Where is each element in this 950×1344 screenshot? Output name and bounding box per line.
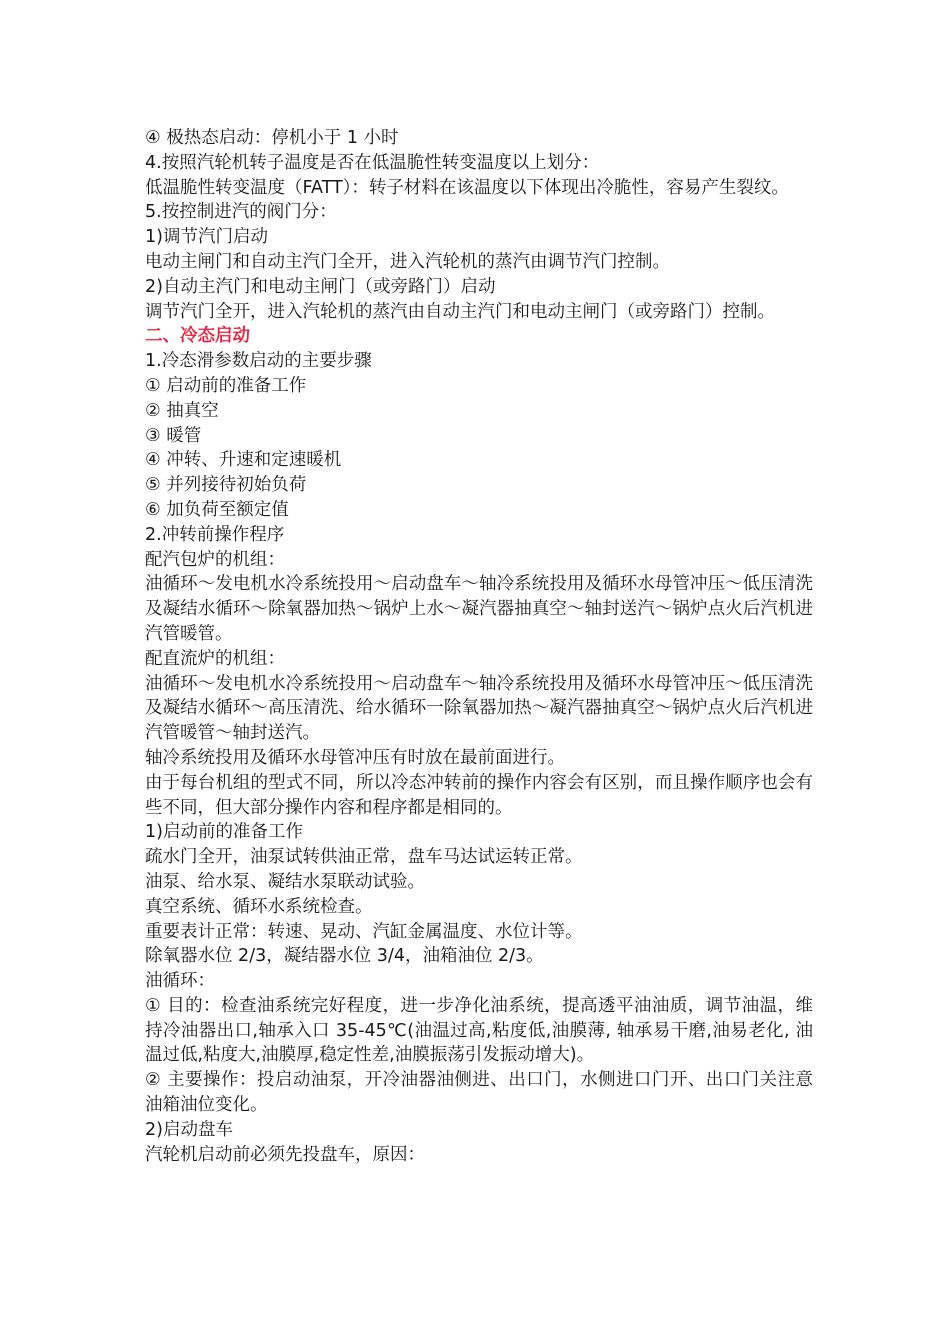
paragraph-oil-circulation: 油循环： bbox=[145, 971, 215, 992]
paragraph-unit-differences: 由于每台机组的型式不同，所以冷态冲转前的操作内容会有区别，而且操作顺序也会有些不同，但大部分操作内容和程序都是相同的。 bbox=[145, 772, 813, 818]
paragraph-pump-interlock: 油泵、给水泵、凝结水泵联动试验。 bbox=[145, 871, 425, 892]
paragraph-main-valve-start: 2)自动主汽门和电动主闸门（或旁路门）启动 bbox=[145, 276, 496, 297]
section-heading-cold-start: 二、冷态启动 bbox=[145, 326, 250, 347]
paragraph-rotor-temp-classification: 4.按照汽轮机转子温度是否在低温脆性转变温度以上划分： bbox=[145, 152, 600, 173]
paragraph-oil-operation: ② 主要操作：投启动油泵，开冷油器油侧进、出口门，水侧进口门开、出口门关注意油箱油位变化。 bbox=[145, 1070, 813, 1116]
paragraph-valve-classification: 5.按控制进汽的阀门分： bbox=[145, 202, 337, 223]
paragraph-main-steps: 1.冷态滑参数启动的主要步骤 bbox=[145, 351, 372, 372]
list-item-vacuum: ② 抽真空 bbox=[145, 400, 219, 421]
paragraph-water-levels: 除氧器水位 2/3，凝结器水位 3/4，油箱油位 2/3。 bbox=[145, 946, 544, 967]
paragraph-governing-valve-desc: 电动主闸门和自动主汽门全开，进入汽轮机的蒸汽由调节汽门控制。 bbox=[145, 251, 670, 272]
paragraph-drum-boiler-sequence: 油循环～发电机水冷系统投用～启动盘车～轴冷系统投用及循环水母管冲压～低压清洗及凝结水循环～除氧器加热～锅炉上水～凝汽器抽真空～轴封送汽～锅炉点火后汽机进汽管暖管。 bbox=[145, 574, 813, 644]
paragraph-hot-start: ④ 极热态启动：停机小于 1 小时 bbox=[145, 128, 399, 148]
paragraph-turning-gear-reason: 汽轮机启动前必须先投盘车，原因： bbox=[145, 1144, 425, 1165]
document-body bbox=[145, 126, 813, 1167]
paragraph-main-valve-desc: 调节汽门全开，进入汽轮机的蒸汽由自动主汽门和电动主闸门（或旁路门）控制。 bbox=[145, 301, 775, 322]
paragraph-drum-boiler-unit: 配汽包炉的机组： bbox=[145, 549, 285, 570]
paragraph-oil-purpose: ① 目的：检查油系统完好程度，进一步净化油系统，提高透平油油质，调节油温，维持冷油器出口,轴承入口 35-45℃(油温过高,粘度低,油膜薄, 轴承易干磨,油易老化, 油温过低,粘度大,油膜厚,稳定性差,油膜振荡引发振动增大)。 bbox=[145, 995, 813, 1066]
paragraph-drain-valves: 疏水门全开，油泵试转供油正常，盘车马达试运转正常。 bbox=[145, 847, 583, 868]
paragraph-once-through-sequence: 油循环～发电机水冷系统投用～启动盘车～轴冷系统投用及循环水母管冲压～低压清洗及凝结水循环～高压清洗、给水循环一除氧器加热～凝汽器抽真空～锅炉点火后汽机进汽管暖管～轴封送汽。 bbox=[145, 673, 813, 744]
paragraph-vacuum-check: 真空系统、循环水系统检查。 bbox=[145, 896, 373, 917]
list-item-pipe-warming: ③ 暖管 bbox=[145, 425, 202, 446]
paragraph-governing-valve-start: 1)调节汽门启动 bbox=[145, 227, 268, 248]
paragraph-pre-rolling-procedure: 2.冲转前操作程序 bbox=[145, 524, 285, 545]
list-item-rolling: ④ 冲转、升速和定速暖机 bbox=[145, 450, 342, 471]
list-item-preparation: ① 启动前的准备工作 bbox=[145, 375, 307, 396]
paragraph-preparation-heading: 1)启动前的准备工作 bbox=[145, 822, 303, 843]
paragraph-instruments: 重要表计正常：转速、晃动、汽缸金属温度、水位计等。 bbox=[145, 921, 583, 942]
list-item-synchronize: ⑤ 并列接待初始负荷 bbox=[145, 475, 307, 496]
list-item-full-load: ⑥ 加负荷至额定值 bbox=[145, 499, 289, 520]
paragraph-turning-gear-heading: 2)启动盘车 bbox=[145, 1119, 233, 1140]
paragraph-once-through-unit: 配直流炉的机组： bbox=[145, 648, 285, 669]
paragraph-shaft-cooler-note: 轴冷系统投用及循环水母管冲压有时放在最前面进行。 bbox=[145, 747, 565, 768]
paragraph-fatt: 低温脆性转变温度（FATT）：转子材料在该温度以下体现出冷脆性，容易产生裂纹。 bbox=[145, 177, 789, 198]
